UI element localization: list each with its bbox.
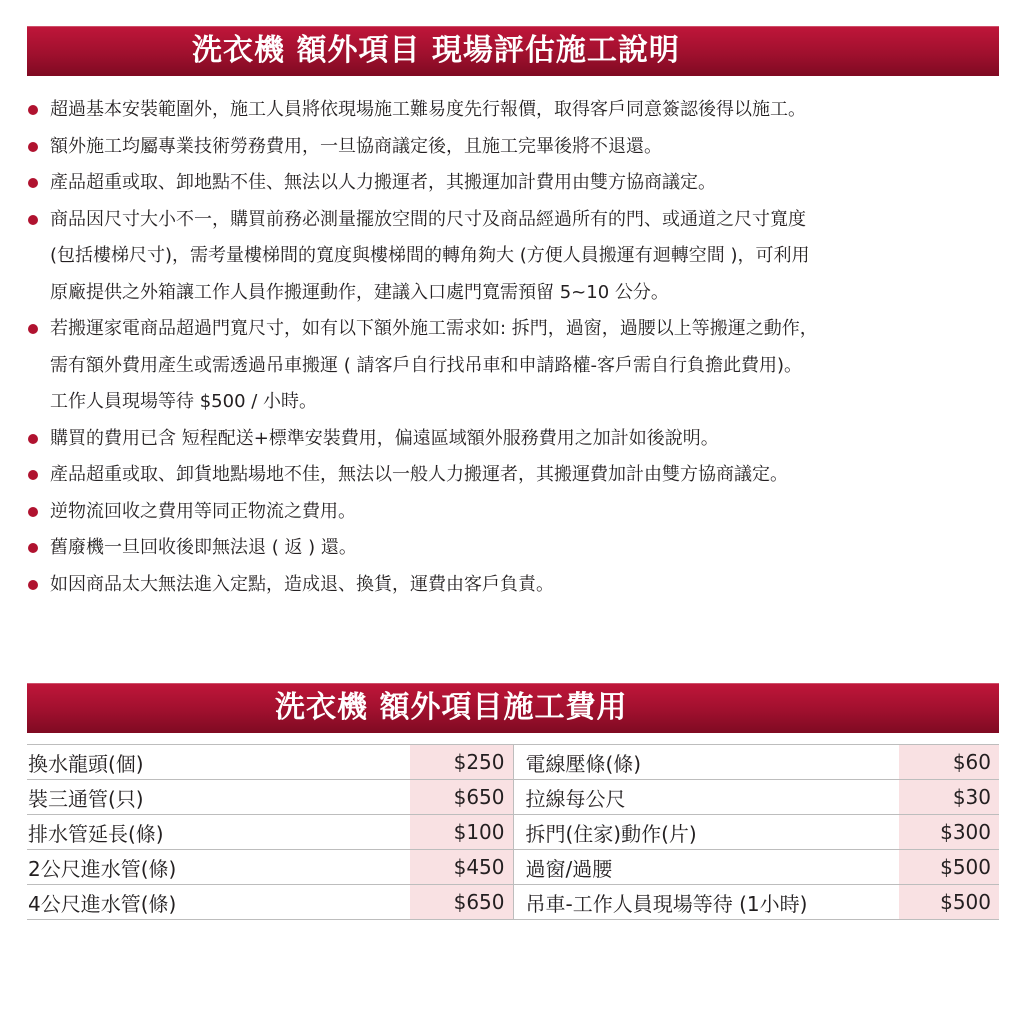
fee-table	[27, 744, 999, 920]
note-text: 產品超重或取、卸地點不佳、無法以人力搬運者，其搬運加計費用由雙方協商議定。	[50, 172, 716, 193]
bullet-dot-icon	[28, 105, 38, 115]
table-row	[27, 780, 999, 815]
section-title-notes: 洗衣機 額外項目 現場評估施工說明	[192, 33, 680, 68]
note-item	[26, 421, 1006, 458]
fee-item-name: 排水管延長(條)	[27, 815, 410, 850]
fee-price: $250	[410, 745, 513, 780]
fee-price: $650	[410, 885, 513, 920]
table-row	[27, 815, 999, 850]
note-item	[26, 457, 1006, 494]
note-text: 需有額外費用產生或需透過吊車搬運 ( 請客戶自行找吊車和申請路權-客戶需自行負擔此費用)。	[50, 354, 802, 376]
note-item	[26, 494, 1006, 531]
note-text: 工作人員現場等待 $500 / 小時。	[50, 391, 318, 412]
bullet-dot-icon	[28, 507, 38, 517]
note-text: 額外施工均屬專業技術勞務費用，一旦協商議定後，且施工完畢後將不退還。	[50, 135, 662, 157]
note-text: 舊廢機一旦回收後即無法退 ( 返 ) 還。	[50, 537, 357, 558]
fee-price: $500	[899, 885, 999, 920]
fee-price: $30	[899, 780, 999, 815]
fee-price: $100	[410, 815, 513, 850]
note-item	[26, 129, 1006, 166]
fee-price: $500	[899, 850, 999, 885]
bullet-dot-icon	[28, 324, 38, 334]
fee-price: $650	[410, 780, 513, 815]
table-row	[27, 850, 999, 885]
bullet-dot-icon	[28, 142, 38, 152]
table-row	[27, 745, 999, 780]
bullet-dot-icon	[28, 543, 38, 553]
note-text: 產品超重或取、卸貨地點場地不佳，無法以一般人力搬運者，其搬運費加計由雙方協商議定。	[50, 464, 788, 485]
note-text: 購買的費用已含 短程配送+標準安裝費用，偏遠區域額外服務費用之加計如後說明。	[50, 427, 719, 449]
fee-item-name: 電線壓條(條)	[513, 745, 899, 780]
fee-item-name: 4公尺進水管(條)	[27, 885, 410, 920]
fee-price: $60	[899, 745, 999, 780]
bullet-dot-icon	[28, 580, 38, 590]
section-title-fees: 洗衣機 額外項目施工費用	[275, 690, 628, 725]
note-item	[26, 165, 1006, 202]
bullet-dot-icon	[28, 470, 38, 480]
note-text: (包括樓梯尺寸)，需考量樓梯間的寬度與樓梯間的轉角夠大 (方便人員搬運有迴轉空間 )，可利用	[50, 245, 810, 266]
fee-item-name: 吊車-工作人員現場等待 (1小時)	[513, 885, 899, 920]
fee-item-name: 過窗/過腰	[513, 850, 899, 885]
fee-item-name: 2公尺進水管(條)	[27, 850, 410, 885]
fee-item-name: 拆門(住家)動作(片)	[513, 815, 899, 850]
bullet-dot-icon	[28, 434, 38, 444]
fee-item-name: 換水龍頭(個)	[27, 745, 410, 780]
note-text: 若搬運家電商品超過門寬尺寸，如有以下額外施工需求如: 拆門，過窗，過腰以上等搬運之動作，	[50, 318, 818, 339]
fee-item-name: 拉線每公尺	[513, 780, 899, 815]
note-text: 如因商品太大無法進入定點，造成退、換貨，運費由客戶負責。	[50, 573, 554, 595]
note-text: 超過基本安裝範圍外，施工人員將依現場施工難易度先行報價，取得客戶同意簽認後得以施工。	[50, 99, 806, 120]
note-text: 逆物流回收之費用等同正物流之費用。	[50, 500, 356, 522]
fee-price: $450	[410, 850, 513, 885]
note-text: 原廠提供之外箱讓工作人員作搬運動作，建議入口處門寬需預留 5~10 公分。	[50, 281, 669, 303]
note-item	[26, 92, 1006, 129]
note-item	[26, 567, 1006, 604]
note-item	[26, 311, 1006, 421]
bullet-dot-icon	[28, 215, 38, 225]
note-item	[26, 202, 1006, 312]
bullet-dot-icon	[28, 178, 38, 188]
note-item	[26, 530, 1006, 567]
fee-price: $300	[899, 815, 999, 850]
notes-list	[26, 92, 1006, 603]
section-banner-notes	[27, 26, 999, 76]
table-row	[27, 885, 999, 920]
fee-item-name: 裝三通管(只)	[27, 780, 410, 815]
section-banner-fees	[27, 683, 999, 733]
note-text: 商品因尺寸大小不一，購買前務必測量擺放空間的尺寸及商品經過所有的門、或通道之尺寸寬度	[50, 208, 806, 230]
